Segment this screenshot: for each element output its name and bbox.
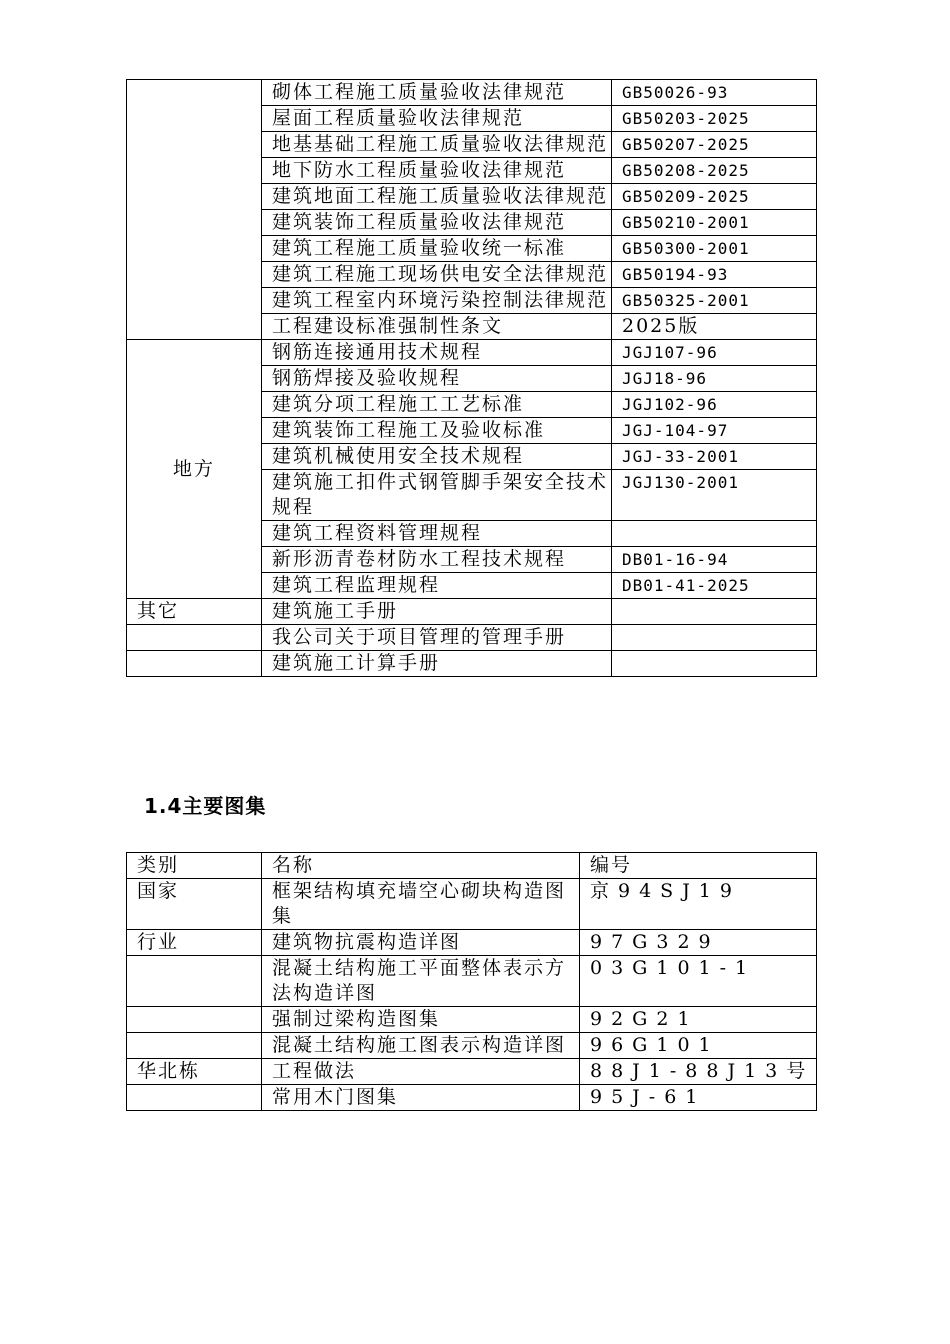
table-row <box>127 879 817 930</box>
spec-name-cell: 建筑机械使用安全技术规程 <box>262 444 612 470</box>
table-row <box>127 80 817 106</box>
spec-name-cell: 建筑施工计算手册 <box>262 651 612 677</box>
spec-name-cell: 建筑工程施工质量验收统一标准 <box>262 236 612 262</box>
atlas-name-cell: 建筑物抗震构造详图 <box>262 930 580 956</box>
spec-name-cell: 建筑施工手册 <box>262 599 612 625</box>
category-cell <box>127 1033 262 1059</box>
standards-table <box>126 79 817 677</box>
header-code: 编号 <box>580 853 817 879</box>
table-row <box>127 625 817 651</box>
atlas-table-body <box>127 853 817 1111</box>
spec-code-cell: GB50208-2025 <box>612 158 817 184</box>
table-row <box>127 340 817 366</box>
table-row <box>127 930 817 956</box>
spec-code-cell: DB01-41-2025 <box>612 573 817 599</box>
spec-name-cell: 地基基础工程施工质量验收法律规范 <box>262 132 612 158</box>
spec-code-cell: JGJ18-96 <box>612 366 817 392</box>
spec-name-cell: 钢筋焊接及验收规程 <box>262 366 612 392</box>
atlas-name-cell: 常用木门图集 <box>262 1085 580 1111</box>
spec-code-cell: GB50207-2025 <box>612 132 817 158</box>
spec-name-cell: 建筑分项工程施工工艺标准 <box>262 392 612 418</box>
spec-name-cell: 建筑工程施工现场供电安全法律规范 <box>262 262 612 288</box>
atlas-code-cell: 97G329 <box>580 930 817 956</box>
spec-name-cell: 建筑工程资料管理规程 <box>262 521 612 547</box>
category-cell <box>127 956 262 1007</box>
spec-name-cell: 建筑装饰工程施工及验收标准 <box>262 418 612 444</box>
table-header-row <box>127 853 817 879</box>
spec-name-cell: 地下防水工程质量验收法律规范 <box>262 158 612 184</box>
category-cell <box>127 1085 262 1111</box>
atlas-code-cell: 96G101 <box>580 1033 817 1059</box>
standards-table-body <box>127 80 817 677</box>
atlas-code-cell: 京94SJ19 <box>580 879 817 930</box>
spec-code-cell: GB50026-93 <box>612 80 817 106</box>
atlas-name-cell: 混凝土结构施工图表示构造详图 <box>262 1033 580 1059</box>
spec-code-cell <box>612 625 817 651</box>
category-cell <box>127 1007 262 1033</box>
atlas-table <box>126 852 817 1111</box>
spec-code-cell: GB50209-2025 <box>612 184 817 210</box>
table-row <box>127 599 817 625</box>
table-row <box>127 1033 817 1059</box>
table-row <box>127 956 817 1007</box>
atlas-code-cell: 95J-61 <box>580 1085 817 1111</box>
atlas-code-cell: 92G21 <box>580 1007 817 1033</box>
spec-code-cell: JGJ107-96 <box>612 340 817 366</box>
spec-code-cell <box>612 651 817 677</box>
spec-code-cell: GB50325-2001 <box>612 288 817 314</box>
spec-name-cell: 建筑装饰工程质量验收法律规范 <box>262 210 612 236</box>
spec-code-cell: DB01-16-94 <box>612 547 817 573</box>
spec-name-cell: 工程建设标准强制性条文 <box>262 314 612 340</box>
category-cell <box>127 625 262 651</box>
spec-name-cell: 建筑施工扣件式钢管脚手架安全技术规程 <box>262 470 612 521</box>
spec-code-cell: 2025版 <box>612 314 817 340</box>
table-row <box>127 1059 817 1085</box>
spec-name-cell: 屋面工程质量验收法律规范 <box>262 106 612 132</box>
spec-name-cell: 新形沥青卷材防水工程技术规程 <box>262 547 612 573</box>
table-row <box>127 1007 817 1033</box>
spec-name-cell: 建筑工程室内环境污染控制法律规范 <box>262 288 612 314</box>
category-cell: 行业 <box>127 930 262 956</box>
spec-code-cell: GB50194-93 <box>612 262 817 288</box>
spec-name-cell: 钢筋连接通用技术规程 <box>262 340 612 366</box>
header-category: 类别 <box>127 853 262 879</box>
spec-name-cell: 建筑工程监理规程 <box>262 573 612 599</box>
table-row <box>127 651 817 677</box>
category-cell-other: 其它 <box>127 599 262 625</box>
spec-code-cell <box>612 521 817 547</box>
atlas-name-cell: 工程做法 <box>262 1059 580 1085</box>
spec-name-cell: 建筑地面工程施工质量验收法律规范 <box>262 184 612 210</box>
spec-code-cell: GB50203-2025 <box>612 106 817 132</box>
atlas-code-cell: 03G101-1 <box>580 956 817 1007</box>
atlas-name-cell: 混凝土结构施工平面整体表示方法构造详图 <box>262 956 580 1007</box>
spec-code-cell: GB50300-2001 <box>612 236 817 262</box>
spec-code-cell: JGJ102-96 <box>612 392 817 418</box>
category-cell: 国家 <box>127 879 262 930</box>
category-cell: 华北栋 <box>127 1059 262 1085</box>
header-name: 名称 <box>262 853 580 879</box>
spec-code-cell: JGJ-33-2001 <box>612 444 817 470</box>
spec-code-cell: JGJ-104-97 <box>612 418 817 444</box>
spec-code-cell: GB50210-2001 <box>612 210 817 236</box>
spec-code-cell <box>612 599 817 625</box>
spec-name-cell: 我公司关于项目管理的管理手册 <box>262 625 612 651</box>
section-heading: 1.4主要图集 <box>144 794 267 818</box>
atlas-name-cell: 强制过梁构造图集 <box>262 1007 580 1033</box>
category-cell-national <box>127 80 262 340</box>
spec-name-cell: 砌体工程施工质量验收法律规范 <box>262 80 612 106</box>
atlas-code-cell: 88J1-88J13号 <box>580 1059 817 1085</box>
table-row <box>127 1085 817 1111</box>
spec-code-cell: JGJ130-2001 <box>612 470 817 521</box>
category-cell-local: 地方 <box>127 340 262 599</box>
atlas-name-cell: 框架结构填充墙空心砌块构造图集 <box>262 879 580 930</box>
category-cell <box>127 651 262 677</box>
